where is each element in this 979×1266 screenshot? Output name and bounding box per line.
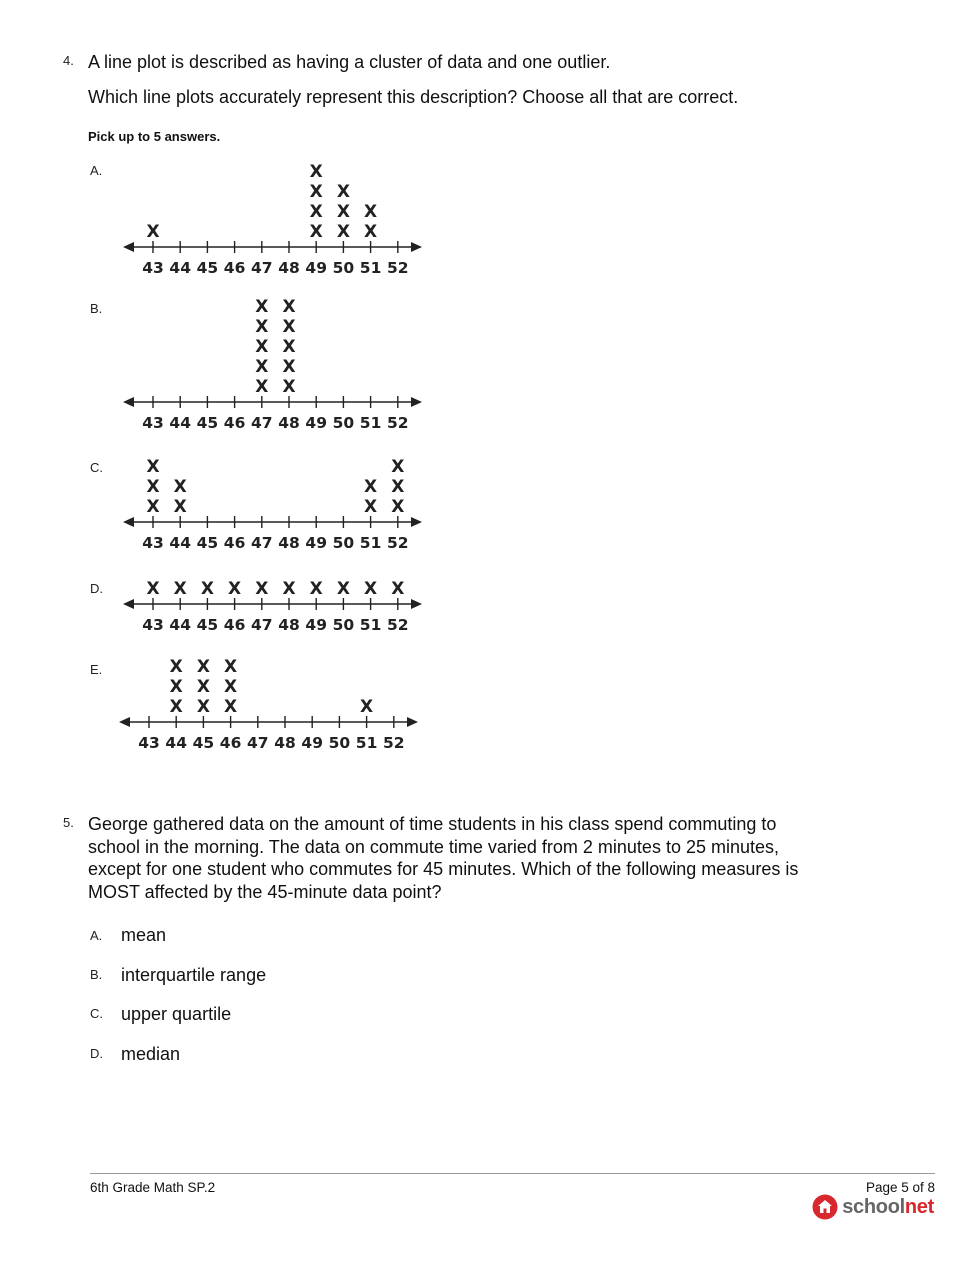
tick-label-48: 48 <box>278 616 300 634</box>
data-mark-45-1: X <box>196 697 210 717</box>
left-arrow <box>119 717 130 727</box>
tick-label-52: 52 <box>387 616 409 634</box>
tick-label-47: 47 <box>251 616 273 634</box>
house-icon <box>812 1194 838 1220</box>
data-mark-48-3: X <box>282 337 296 357</box>
tick-label-45: 45 <box>196 534 219 552</box>
data-mark-51-2: X <box>364 477 378 497</box>
tick-label-46: 46 <box>223 616 246 634</box>
data-mark-49-4: X <box>309 162 323 182</box>
footer-page-number: Page 5 of 8 <box>865 1180 935 1195</box>
tick-label-43: 43 <box>138 734 160 752</box>
option-e-letter[interactable]: E. <box>90 662 103 677</box>
data-mark-44-1: X <box>173 579 187 599</box>
data-mark-46-2: X <box>224 677 238 697</box>
tick-label-47: 47 <box>251 534 273 552</box>
question-5-line-1: George gathered data on the amount of time students in his class spend commuting to <box>88 814 777 834</box>
q5-option-b-text[interactable]: interquartile range <box>121 965 267 985</box>
tick-label-48: 48 <box>274 734 296 752</box>
tick-label-43: 43 <box>142 616 164 634</box>
left-arrow <box>123 517 134 527</box>
data-mark-43-2: X <box>146 477 160 497</box>
tick-label-51: 51 <box>359 616 382 634</box>
tick-label-51: 51 <box>355 734 378 752</box>
data-mark-49-1: X <box>309 222 323 242</box>
tick-label-48: 48 <box>278 534 300 552</box>
data-mark-48-1: X <box>282 377 296 397</box>
option-c-letter[interactable]: C. <box>90 460 103 475</box>
question-4-number: 4. <box>63 53 74 68</box>
data-mark-48-1: X <box>282 579 296 599</box>
question-5-text <box>88 813 798 903</box>
data-mark-43-1: X <box>146 579 160 599</box>
tick-label-51: 51 <box>359 534 382 552</box>
data-mark-44-3: X <box>169 657 183 677</box>
tick-label-50: 50 <box>332 616 355 634</box>
tick-label-44: 44 <box>169 534 191 552</box>
tick-label-51: 51 <box>359 414 382 432</box>
data-mark-52-1: X <box>391 579 405 599</box>
q5-option-c-text[interactable]: upper quartile <box>121 1004 232 1024</box>
tick-label-50: 50 <box>332 414 355 432</box>
question-5-line-2: school in the morning. The data on commute time varied from 2 minutes to 25 minutes, <box>88 836 780 857</box>
data-mark-47-1: X <box>255 579 269 599</box>
data-mark-43-3: X <box>146 457 160 477</box>
tick-label-45: 45 <box>196 616 219 634</box>
tick-label-46: 46 <box>223 414 246 432</box>
left-arrow <box>123 242 134 252</box>
data-mark-48-4: X <box>282 317 296 337</box>
tick-label-43: 43 <box>142 414 164 432</box>
data-mark-47-2: X <box>255 357 269 377</box>
data-mark-49-2: X <box>309 202 323 222</box>
data-mark-51-1: X <box>360 697 374 717</box>
data-mark-52-3: X <box>391 457 405 477</box>
tick-label-45: 45 <box>196 414 219 432</box>
data-mark-51-1: X <box>364 579 378 599</box>
data-mark-50-1: X <box>336 579 350 599</box>
data-mark-44-2: X <box>173 477 187 497</box>
tick-label-50: 50 <box>332 259 355 277</box>
schoolnet-logo <box>812 1194 934 1220</box>
data-mark-46-1: X <box>224 697 238 717</box>
data-mark-46-3: X <box>224 657 238 677</box>
tick-label-47: 47 <box>251 259 273 277</box>
tick-label-52: 52 <box>387 259 409 277</box>
line-plot-e[interactable] <box>106 648 436 760</box>
left-arrow <box>123 397 134 407</box>
data-mark-44-2: X <box>169 677 183 697</box>
data-mark-44-1: X <box>173 497 187 517</box>
tick-label-44: 44 <box>169 616 191 634</box>
data-mark-44-1: X <box>169 697 183 717</box>
question-5-line-4: MOST affected by the 45-minute data point? <box>88 881 442 902</box>
tick-label-44: 44 <box>169 414 191 432</box>
tick-label-43: 43 <box>142 534 164 552</box>
q5-option-b-letter[interactable]: B. <box>90 967 103 982</box>
tick-label-48: 48 <box>278 259 300 277</box>
tick-label-52: 52 <box>387 534 409 552</box>
q5-option-a-letter[interactable]: A. <box>90 928 103 943</box>
data-mark-43-1: X <box>146 222 160 242</box>
data-mark-47-3: X <box>255 337 269 357</box>
data-mark-50-3: X <box>336 182 350 202</box>
data-mark-48-2: X <box>282 357 296 377</box>
right-arrow <box>411 242 422 252</box>
line-plot-a[interactable] <box>110 150 440 285</box>
line-plot-d[interactable] <box>110 570 440 642</box>
right-arrow <box>407 717 418 727</box>
data-mark-52-1: X <box>391 497 405 517</box>
tick-label-45: 45 <box>192 734 215 752</box>
q5-option-c-letter[interactable]: C. <box>90 1006 103 1021</box>
tick-label-51: 51 <box>359 259 382 277</box>
tick-label-45: 45 <box>196 259 219 277</box>
data-mark-43-1: X <box>146 497 160 517</box>
right-arrow <box>411 517 422 527</box>
data-mark-49-1: X <box>309 579 323 599</box>
footer-divider <box>90 1173 935 1174</box>
tick-label-48: 48 <box>278 414 300 432</box>
data-mark-50-2: X <box>336 202 350 222</box>
tick-label-47: 47 <box>247 734 269 752</box>
right-arrow <box>411 599 422 609</box>
tick-label-49: 49 <box>305 414 327 432</box>
data-mark-51-2: X <box>364 202 378 222</box>
tick-label-50: 50 <box>328 734 351 752</box>
data-mark-47-5: X <box>255 297 269 317</box>
data-mark-51-1: X <box>364 222 378 242</box>
question-4-text: A line plot is described as having a cluster of data and one outlier. <box>88 52 611 72</box>
data-mark-45-2: X <box>196 677 210 697</box>
question-4-prompt: Which line plots accurately represent this description? Choose all that are correct. <box>88 87 739 107</box>
tick-label-44: 44 <box>165 734 187 752</box>
data-mark-45-3: X <box>196 657 210 677</box>
option-d-letter[interactable]: D. <box>90 581 103 596</box>
tick-label-49: 49 <box>305 616 327 634</box>
q5-option-a-text[interactable]: mean <box>121 925 167 945</box>
data-mark-48-5: X <box>282 297 296 317</box>
answer-instruction: Pick up to 5 answers. <box>88 129 221 144</box>
tick-label-46: 46 <box>223 259 246 277</box>
data-mark-50-1: X <box>336 222 350 242</box>
tick-label-46: 46 <box>223 534 246 552</box>
data-mark-47-1: X <box>255 377 269 397</box>
tick-label-49: 49 <box>301 734 323 752</box>
data-mark-51-1: X <box>364 497 378 517</box>
data-mark-47-4: X <box>255 317 269 337</box>
q5-option-d-letter[interactable]: D. <box>90 1046 103 1061</box>
tick-label-44: 44 <box>169 259 191 277</box>
question-5-number: 5. <box>63 815 74 830</box>
footer-course-title: 6th Grade Math SP.2 <box>90 1180 216 1195</box>
line-plot-c[interactable] <box>110 450 440 560</box>
tick-label-47: 47 <box>251 414 273 432</box>
data-mark-45-1: X <box>200 579 214 599</box>
question-5-line-3: except for one student who commutes for 45 minutes. Which of the following measures is <box>88 859 799 879</box>
q5-option-d-text[interactable]: median <box>121 1044 181 1064</box>
right-arrow <box>411 397 422 407</box>
option-a-letter[interactable]: A. <box>90 163 103 178</box>
option-b-letter[interactable]: B. <box>90 301 103 316</box>
tick-label-49: 49 <box>305 534 327 552</box>
left-arrow <box>123 599 134 609</box>
tick-label-52: 52 <box>387 414 409 432</box>
data-mark-49-3: X <box>309 182 323 202</box>
tick-label-43: 43 <box>142 259 164 277</box>
tick-label-46: 46 <box>219 734 242 752</box>
tick-label-49: 49 <box>305 259 327 277</box>
tick-label-52: 52 <box>383 734 405 752</box>
logo-wordmark: schoolnet <box>842 1195 934 1218</box>
line-plot-b[interactable] <box>110 290 440 440</box>
data-mark-52-2: X <box>391 477 405 497</box>
data-mark-46-1: X <box>228 579 242 599</box>
tick-label-50: 50 <box>332 534 355 552</box>
